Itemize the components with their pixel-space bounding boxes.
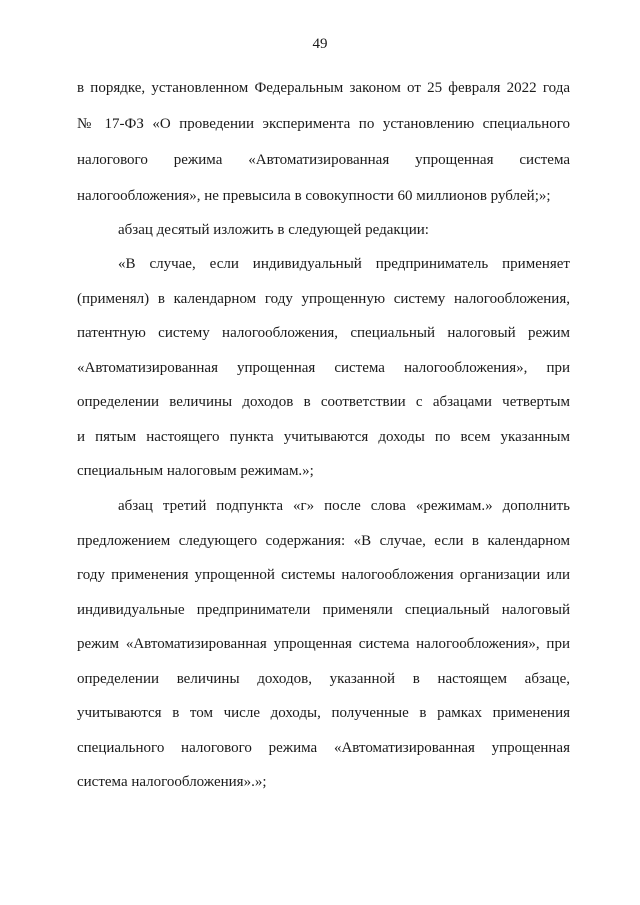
text-line: система налогообложения».»; (77, 774, 267, 790)
text-line: и пятым настоящего пункта учитываются доходы по всем указанным (77, 429, 570, 445)
text-line: предложением следующего содержания: «В случае, если в календарном (77, 533, 570, 549)
text-line: определении величины доходов в соответствии с абзацами четвертым (77, 394, 570, 410)
text-line: специального налогового режима «Автоматизированная упрощенная (77, 740, 570, 756)
text-line: налогового режима «Автоматизированная упрощенная система (77, 152, 570, 168)
page-number: 49 (312, 36, 328, 52)
text-line: году применения упрощенной системы налогообложения организации или (77, 567, 570, 583)
text-line: патентную систему налогообложения, специальный налоговый режим (77, 325, 570, 341)
text-line: определении величины доходов, указанной в настоящем абзаце, (77, 671, 570, 687)
text-line: (применял) в календарном году упрощенную систему налогообложения, (77, 291, 570, 307)
text-line: индивидуальные предприниматели применяли специальный налоговый (77, 602, 570, 618)
text-line: «Автоматизированная упрощенная система налогообложения», при (77, 360, 570, 376)
text-line: специальным налоговым режимам.»; (77, 463, 314, 479)
text-line: режим «Автоматизированная упрощенная система налогообложения», при (77, 636, 570, 652)
text-line: учитываются в том числе доходы, полученные в рамках применения (77, 705, 570, 721)
text-line: абзац десятый изложить в следующей редакции: (118, 222, 429, 238)
text-line: «В случае, если индивидуальный предприниматель применяет (118, 256, 570, 272)
text-line: № 17-ФЗ «О проведении эксперимента по установлению специального (77, 116, 570, 132)
text-line: в порядке, установленном Федеральным законом от 25 февраля 2022 года (77, 80, 570, 96)
text-line: налогообложения», не превысила в совокупности 60 миллионов рублей;»; (77, 188, 551, 204)
text-line: абзац третий подпункта «г» после слова «режимам.» дополнить (118, 498, 570, 514)
